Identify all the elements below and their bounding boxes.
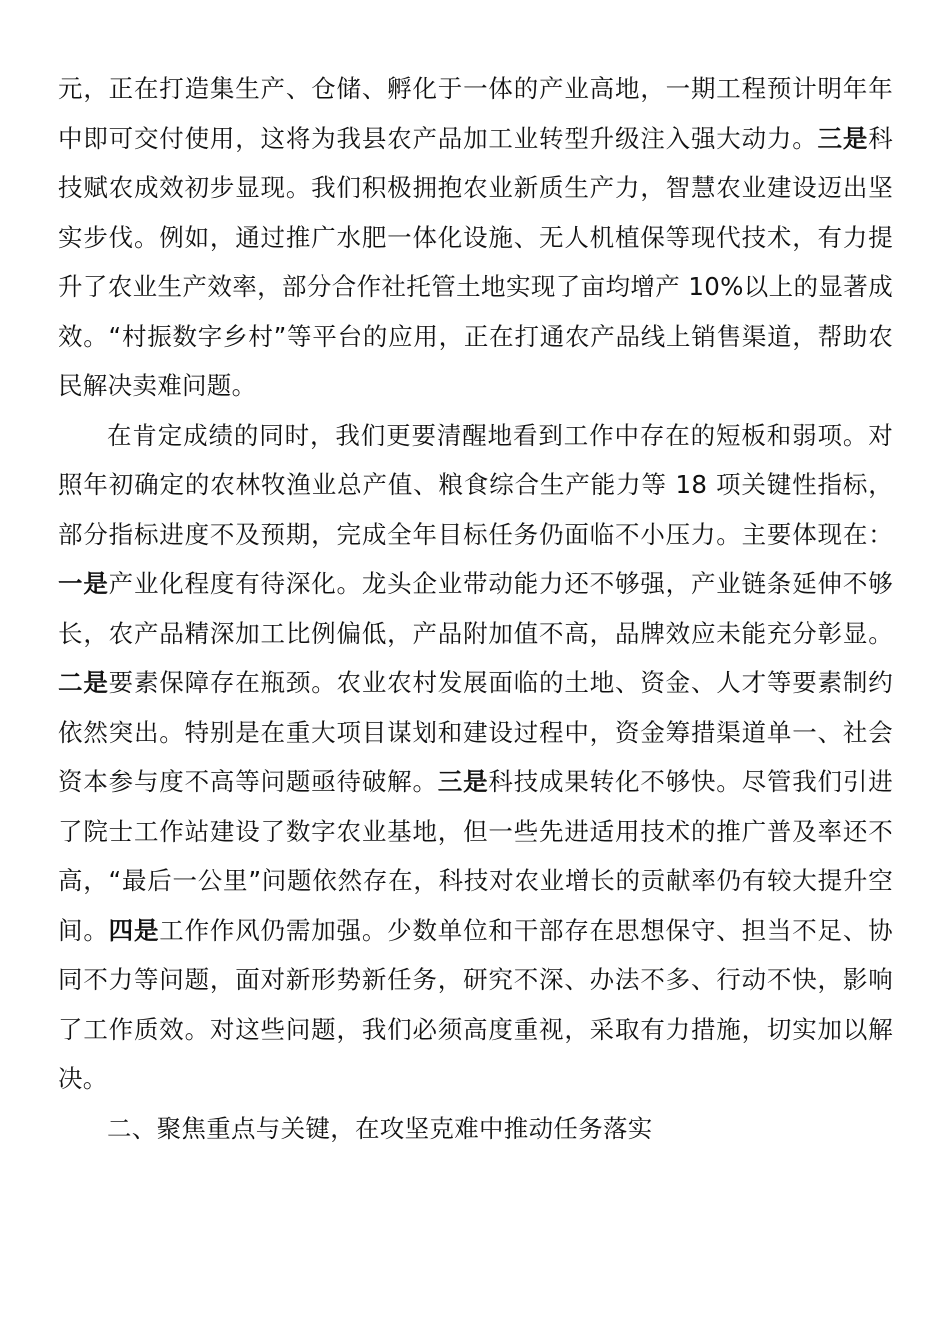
- point-label-three: 三是: [817, 123, 869, 153]
- issue-label-one: 一是: [58, 569, 109, 598]
- paragraph-2-intro: 在肯定成绩的同时，我们更要清醒地看到工作中存在的短板和弱项。对照年初确定的农林牧渔业总产值、粮食综合生产能力等 18 项关键性指标，部分指标进度不及预期，完成全年目标任务仍面临不小压力。主要体现在：: [58, 420, 893, 549]
- paragraph-1-point-three-text: 科技赋农成效初步显现。我们积极拥抱农业新质生产力，智慧农业建设迈出坚实步伐。例如，通过推广水肥一体化设施、无人机植保等现代技术，有力提升了农业生产效率，部分合作社托管土地实现了亩均增产 10%以上的显著成效。“村振数字乡村”等平台的应用，正在打通农产品线上销售渠道，帮助农民解决卖难问题。: [58, 123, 893, 400]
- section-heading: 二、聚焦重点与关键，在攻坚克难中推动任务落实: [107, 1113, 653, 1143]
- paragraph-1-intro: 元，正在打造集生产、仓储、孵化于一体的产业高地，一期工程预计明年年中即可交付使用，这将为我县农产品加工业转型升级注入强大动力。: [58, 74, 893, 153]
- issue-two-text: 要素保障存在瓶颈。农业农村发展面临的土地、资金、人才等要素制约依然突出。特别是在重大项目谋划和建设过程中，资金筹措渠道单一、社会资本参与度不高等问题亟待破解。: [58, 668, 893, 796]
- issue-label-two: 二是: [58, 668, 109, 697]
- issue-label-three: 三是: [437, 767, 489, 796]
- paragraph-shortcomings: [58, 411, 893, 1104]
- issue-label-four: 四是: [108, 915, 160, 945]
- issue-three-text: 科技成果转化不够快。尽管我们引进了院士工作站建设了数字农业基地，但一些先进适用技术的推广普及率还不高，“最后一公里”问题依然存在，科技对农业增长的贡献率仍有较大提升空间。: [58, 767, 893, 945]
- issue-one-text: 产业化程度有待深化。龙头企业带动能力还不够强，产业链条延伸不够长，农产品精深加工比例偏低，产品附加值不高，品牌效应未能充分彰显。: [58, 569, 893, 648]
- paragraph-achievements-continued: [58, 64, 893, 411]
- issue-four-text: 工作作风仍需加强。少数单位和干部存在思想保守、担当不足、协同不力等问题，面对新形势新任务，研究不深、办法不多、行动不快，影响了工作质效。对这些问题，我们必须高度重视，采取有力措施，切实加以解决。: [58, 915, 893, 1093]
- document-body: [58, 64, 893, 1153]
